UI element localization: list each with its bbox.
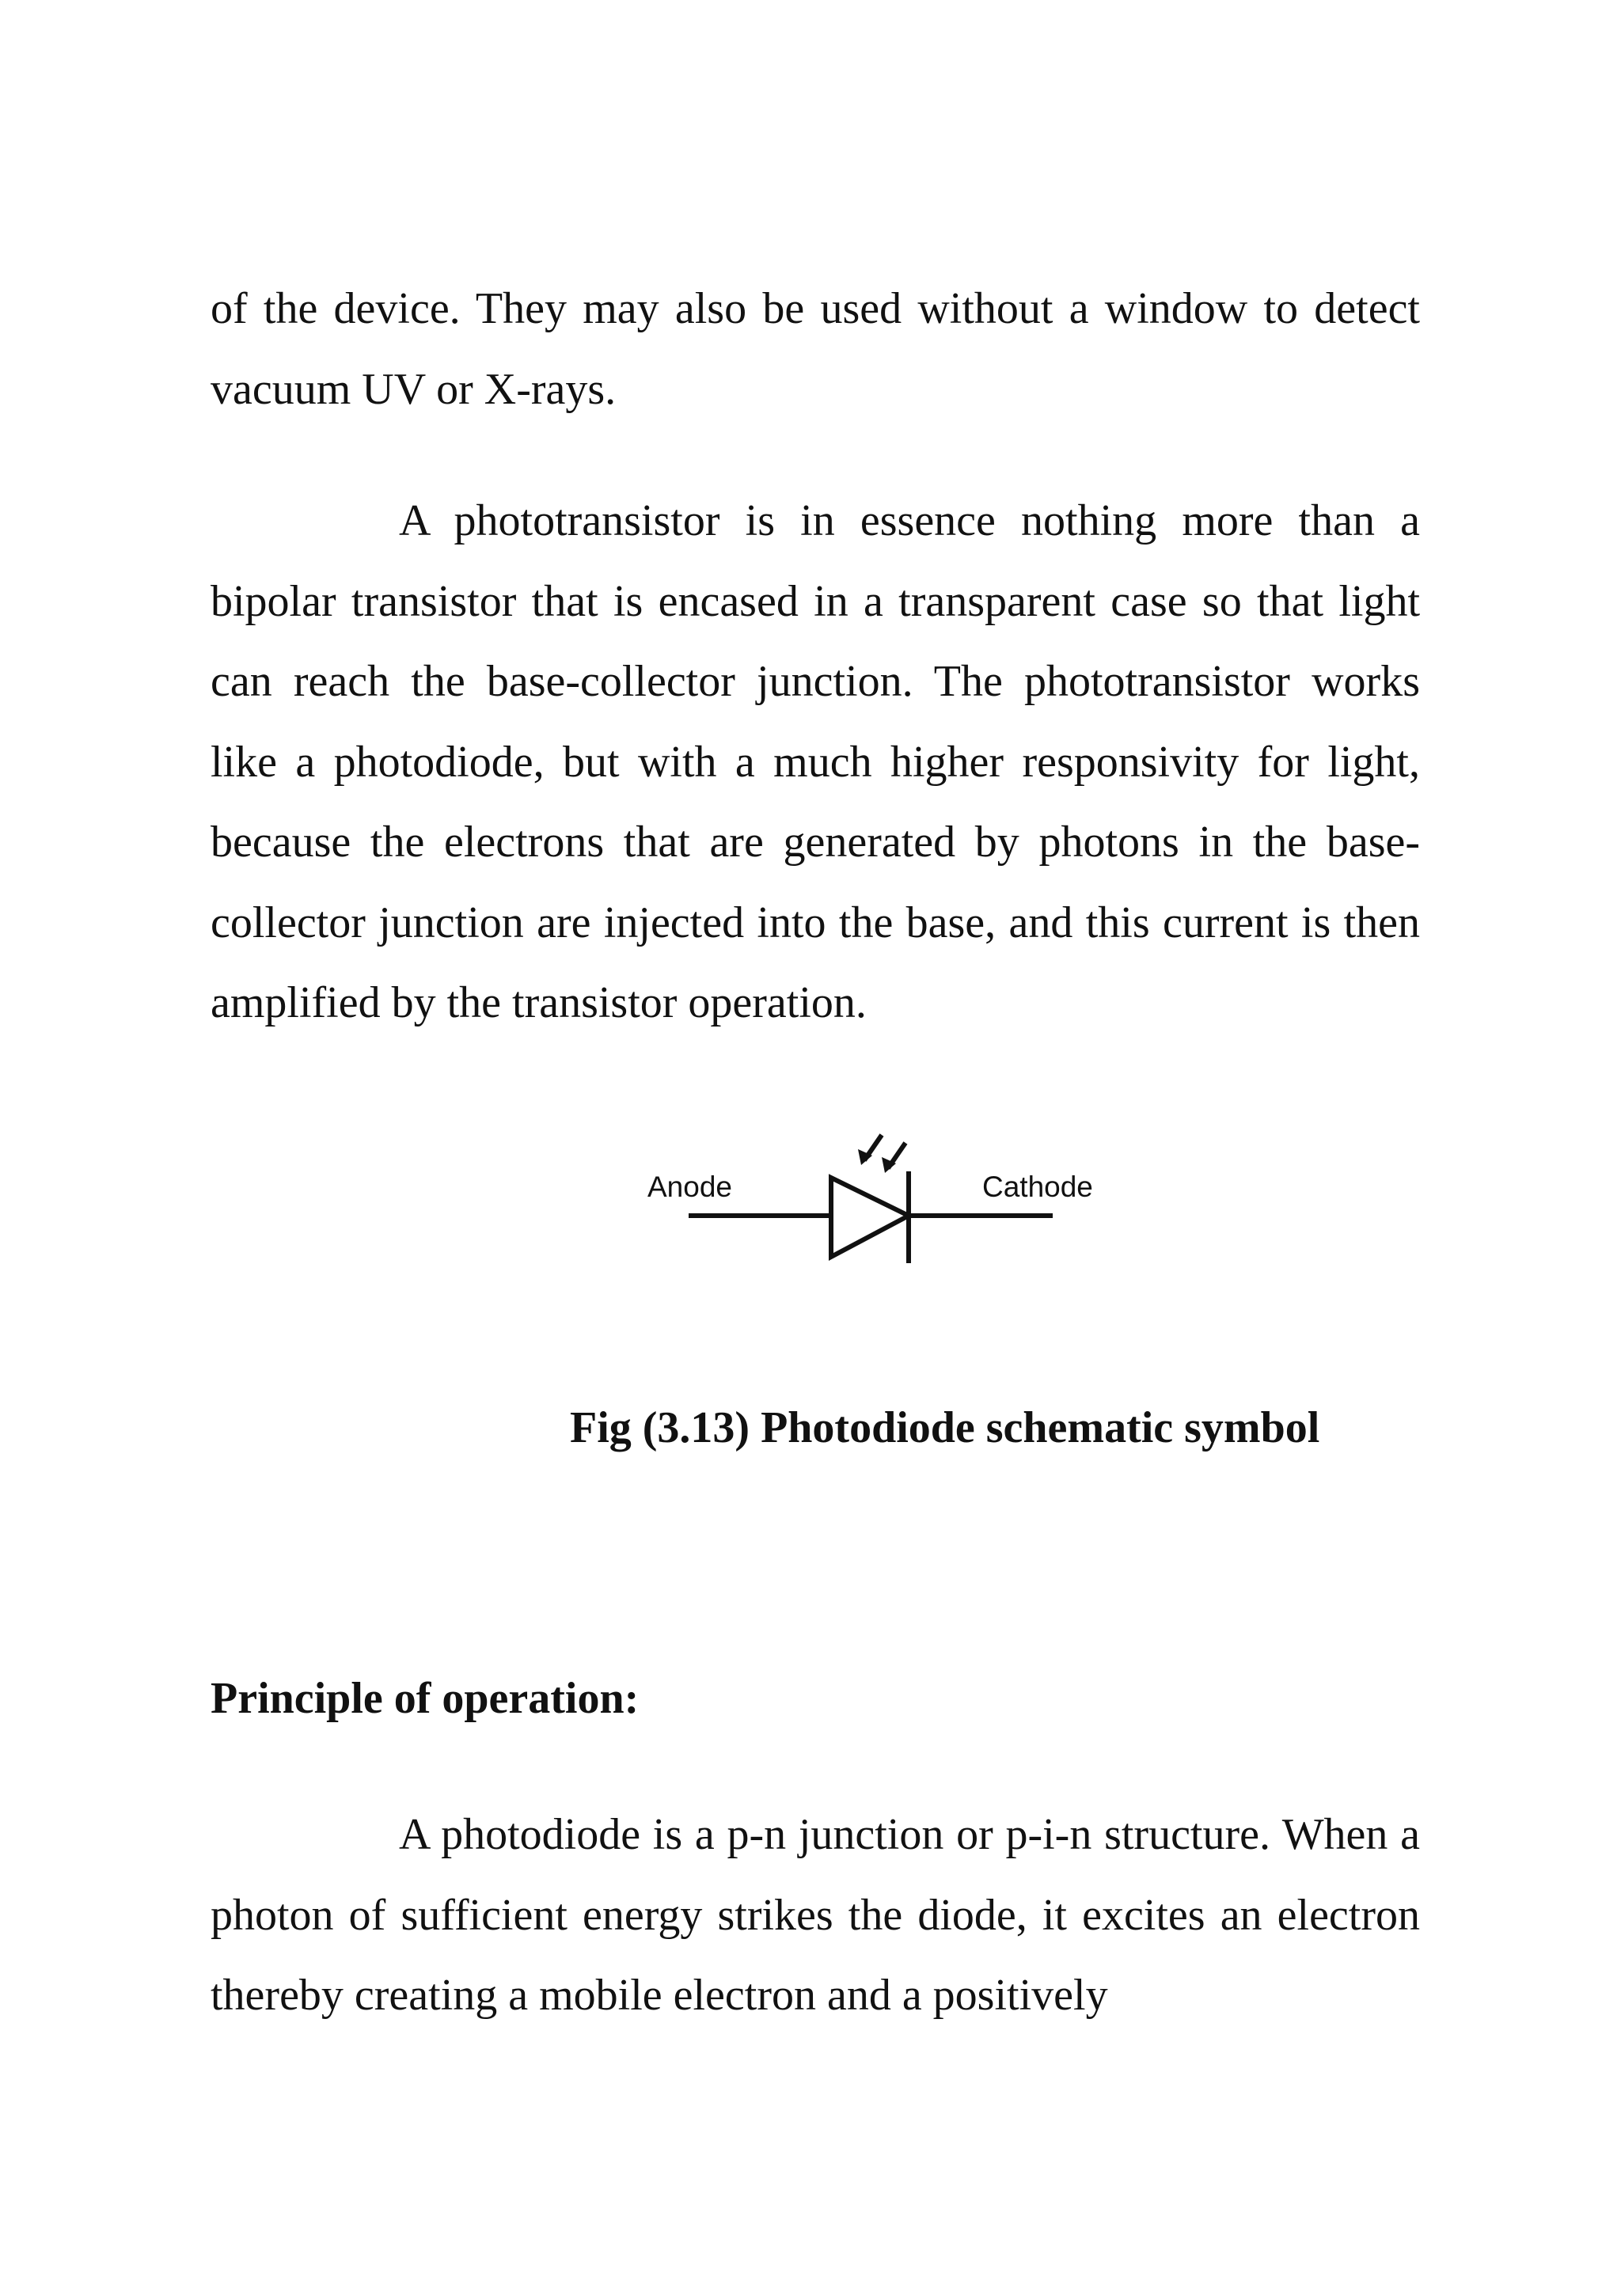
paragraph-photodiode-principle: A photodiode is a p-n junction or p-i-n structure. When a photon of sufficient energy strikes the diode, it excites an electron thereby creating a mobile electron and a positively	[211, 1810, 1420, 2020]
figure-caption: Fig (3.13) Photodiode schematic symbol	[570, 1403, 1320, 1452]
cathode-label: Cathode	[982, 1171, 1093, 1203]
paragraph-device-window: of the device. They may also be used without a window to detect vacuum UV or X-rays.	[211, 284, 1420, 414]
section-heading: Principle of operation:	[211, 1674, 640, 1723]
photodiode-schematic-figure	[641, 1121, 1132, 1271]
anode-label: Anode	[647, 1171, 732, 1203]
paragraph-phototransistor: A phototransistor is in essence nothing more than a bipolar transistor that is encased in a transparent case so that light can reach the base-collector junction. The phototransistor works like a photodiode, but with a much higher responsivity for light, because the electrons that are generated by photons in the base-collector junction are injected into the base, and this current is then amplified by the transistor operation.	[211, 496, 1420, 1027]
diode-triangle	[831, 1178, 909, 1257]
